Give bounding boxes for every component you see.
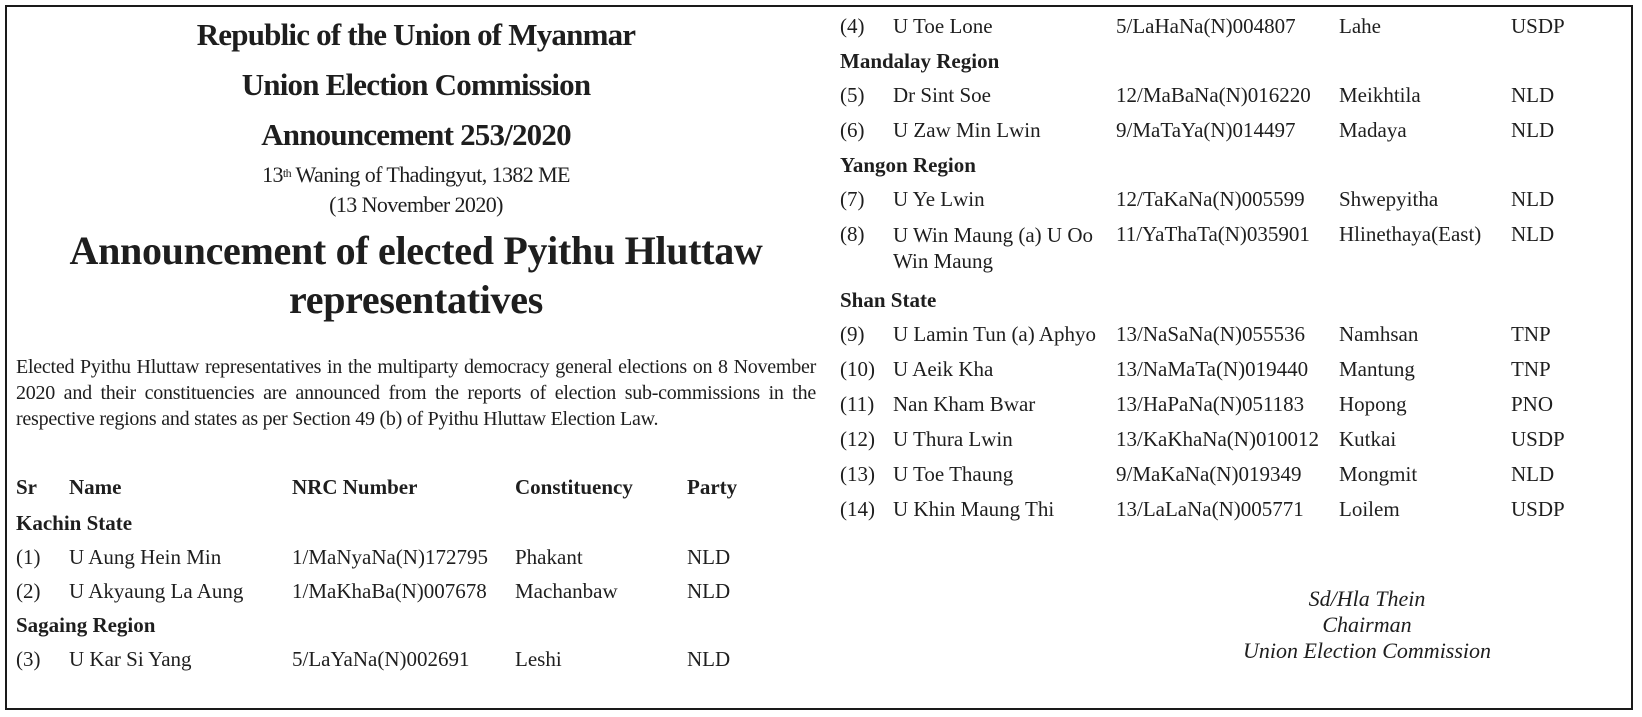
row-nrc: 13/HaPaNa(N)051183 — [1116, 392, 1305, 416]
row-nrc: 1/MaKhaBa(N)007678 — [292, 579, 487, 603]
row-nrc: 9/MaTaYa(N)014497 — [1116, 118, 1296, 142]
left-column — [16, 10, 816, 432]
section-header-row — [840, 288, 1591, 322]
row-sr: (8) — [840, 222, 865, 246]
row-constituency: Namhsan — [1339, 322, 1419, 346]
row-sr: (3) — [16, 647, 41, 671]
row-sr: (4) — [840, 14, 865, 38]
header-date-gregorian: (13 November 2020) — [329, 192, 503, 217]
row-party: USDP — [1511, 497, 1565, 521]
row-name: U Zaw Min Lwin — [893, 118, 1041, 142]
row-name: U Toe Lone — [893, 14, 993, 38]
signature-name: Sd/Hla Thein — [1308, 586, 1426, 611]
row-nrc: 13/NaSaNa(N)055536 — [1116, 322, 1305, 346]
row-constituency: Lahe — [1339, 14, 1381, 38]
table-row — [840, 322, 1591, 357]
row-constituency: Shwepyitha — [1339, 187, 1439, 211]
date-rest: Waning of Thadingyut, 1382 ME — [291, 162, 570, 187]
row-name: U Thura Lwin — [893, 427, 1013, 451]
row-constituency: Leshi — [515, 647, 562, 671]
table-row — [840, 222, 1591, 288]
row-party: NLD — [687, 579, 731, 603]
row-constituency: Kutkai — [1339, 427, 1397, 451]
column-header-name: Name — [69, 475, 122, 499]
row-nrc: 5/LaHaNa(N)004807 — [1116, 14, 1296, 38]
row-sr: (6) — [840, 118, 865, 142]
section-title: Kachin State — [16, 511, 133, 535]
header-announcement-number: Announcement 253/2020 — [261, 117, 571, 152]
table-row — [840, 187, 1591, 222]
table-row — [840, 14, 1591, 49]
column-header-nrc: NRC Number — [292, 475, 418, 499]
table-row — [840, 83, 1591, 118]
row-party: NLD — [1511, 462, 1555, 486]
row-name: U Aung Hein Min — [69, 545, 222, 569]
section-header-row — [840, 49, 1591, 83]
row-sr: (10) — [840, 357, 875, 381]
row-party: NLD — [1511, 187, 1555, 211]
table-row — [840, 118, 1591, 153]
row-party: NLD — [687, 647, 731, 671]
table-row — [16, 545, 747, 579]
row-nrc: 9/MaKaNa(N)019349 — [1116, 462, 1302, 486]
row-constituency: Meikhtila — [1339, 83, 1421, 107]
section-title: Shan State — [840, 288, 937, 312]
row-name: Dr Sint Soe — [893, 83, 992, 107]
intro-paragraph: Elected Pyithu Hluttaw representatives in the multiparty democracy general elections on 8 November 2020 and their constituencies are announced from the reports of election sub-commissions in the respective regions and states as per Section 49 (b) of Pyithu Hluttaw Election Law. — [16, 356, 816, 430]
row-party: USDP — [1511, 14, 1565, 38]
section-title: Sagaing Region — [16, 613, 156, 637]
table-header-row — [16, 475, 747, 511]
row-constituency: Mongmit — [1339, 462, 1418, 486]
row-party: PNO — [1511, 392, 1554, 416]
row-sr: (14) — [840, 497, 875, 521]
row-party: NLD — [687, 545, 731, 569]
row-name: U Toe Thaung — [893, 462, 1014, 486]
row-nrc: 12/TaKaNa(N)005599 — [1116, 187, 1305, 211]
row-constituency: Hlinethaya(East) — [1339, 222, 1482, 246]
row-name: U Aeik Kha — [893, 357, 994, 381]
header-commission: Union Election Commission — [241, 67, 591, 102]
row-nrc: 13/LaLaNa(N)005771 — [1116, 497, 1304, 521]
right-results-table — [840, 14, 1591, 532]
row-name: Nan Kham Bwar — [893, 392, 1036, 416]
right-column — [840, 14, 1620, 532]
row-sr: (1) — [16, 545, 41, 569]
row-nrc: 12/MaBaNa(N)016220 — [1116, 83, 1311, 107]
left-results-table — [16, 475, 747, 681]
table-row — [16, 579, 747, 613]
column-header-party: Party — [687, 475, 738, 499]
signature-title: Chairman — [1322, 612, 1412, 637]
row-sr: (13) — [840, 462, 875, 486]
section-header-row — [840, 153, 1591, 187]
signature-block — [1232, 586, 1502, 664]
section-title: Yangon Region — [840, 153, 976, 177]
row-name: U Ye Lwin — [893, 187, 985, 211]
row-party: TNP — [1511, 357, 1551, 381]
row-nrc: 11/YaThaTa(N)035901 — [1116, 222, 1310, 246]
row-party: USDP — [1511, 427, 1565, 451]
section-header-row — [16, 613, 747, 647]
row-constituency: Phakant — [515, 545, 583, 569]
row-name: U Khin Maung Thi — [893, 497, 1055, 521]
table-row — [16, 647, 747, 681]
row-nrc: 13/NaMaTa(N)019440 — [1116, 357, 1309, 381]
table-row — [840, 427, 1591, 462]
row-sr: (5) — [840, 83, 865, 107]
row-sr: (12) — [840, 427, 875, 451]
row-sr: (2) — [16, 579, 41, 603]
date-day: 13 — [262, 162, 283, 187]
row-constituency: Madaya — [1339, 118, 1407, 142]
page-title: Announcement of elected Pyithu Hluttaw representatives — [69, 228, 763, 322]
row-party: TNP — [1511, 322, 1551, 346]
date-suffix: th — [282, 166, 292, 180]
table-row — [840, 392, 1591, 427]
row-nrc: 5/LaYaNa(N)002691 — [292, 647, 470, 671]
row-party: NLD — [1511, 83, 1555, 107]
row-nrc: 13/KaKhaNa(N)010012 — [1116, 427, 1319, 451]
row-sr: (11) — [840, 392, 875, 416]
table-row — [840, 357, 1591, 392]
row-name: U Akyaung La Aung — [69, 579, 244, 603]
row-constituency: Loilem — [1339, 497, 1400, 521]
header-country: Republic of the Union of Myanmar — [196, 17, 636, 52]
row-name: U Lamin Tun (a) Aphyo — [893, 322, 1097, 346]
row-constituency: Mantung — [1339, 357, 1415, 381]
section-title: Mandalay Region — [840, 49, 1000, 73]
row-name: U Kar Si Yang — [69, 647, 192, 671]
row-name: U Win Maung (a) U Oo Win Maung — [893, 223, 1093, 273]
row-sr: (9) — [840, 322, 865, 346]
signature-organization: Union Election Commission — [1242, 638, 1492, 663]
row-party: NLD — [1511, 222, 1555, 246]
row-nrc: 1/MaNyaNa(N)172795 — [292, 545, 488, 569]
row-sr: (7) — [840, 187, 865, 211]
row-party: NLD — [1511, 118, 1555, 142]
header-date-myanmar — [16, 160, 816, 190]
table-row — [840, 462, 1591, 497]
column-header-constituency: Constituency — [515, 475, 633, 499]
row-constituency: Machanbaw — [515, 579, 618, 603]
table-row — [840, 497, 1591, 532]
row-constituency: Hopong — [1339, 392, 1407, 416]
column-header-sr: Sr — [16, 475, 37, 499]
section-header-row — [16, 511, 747, 545]
